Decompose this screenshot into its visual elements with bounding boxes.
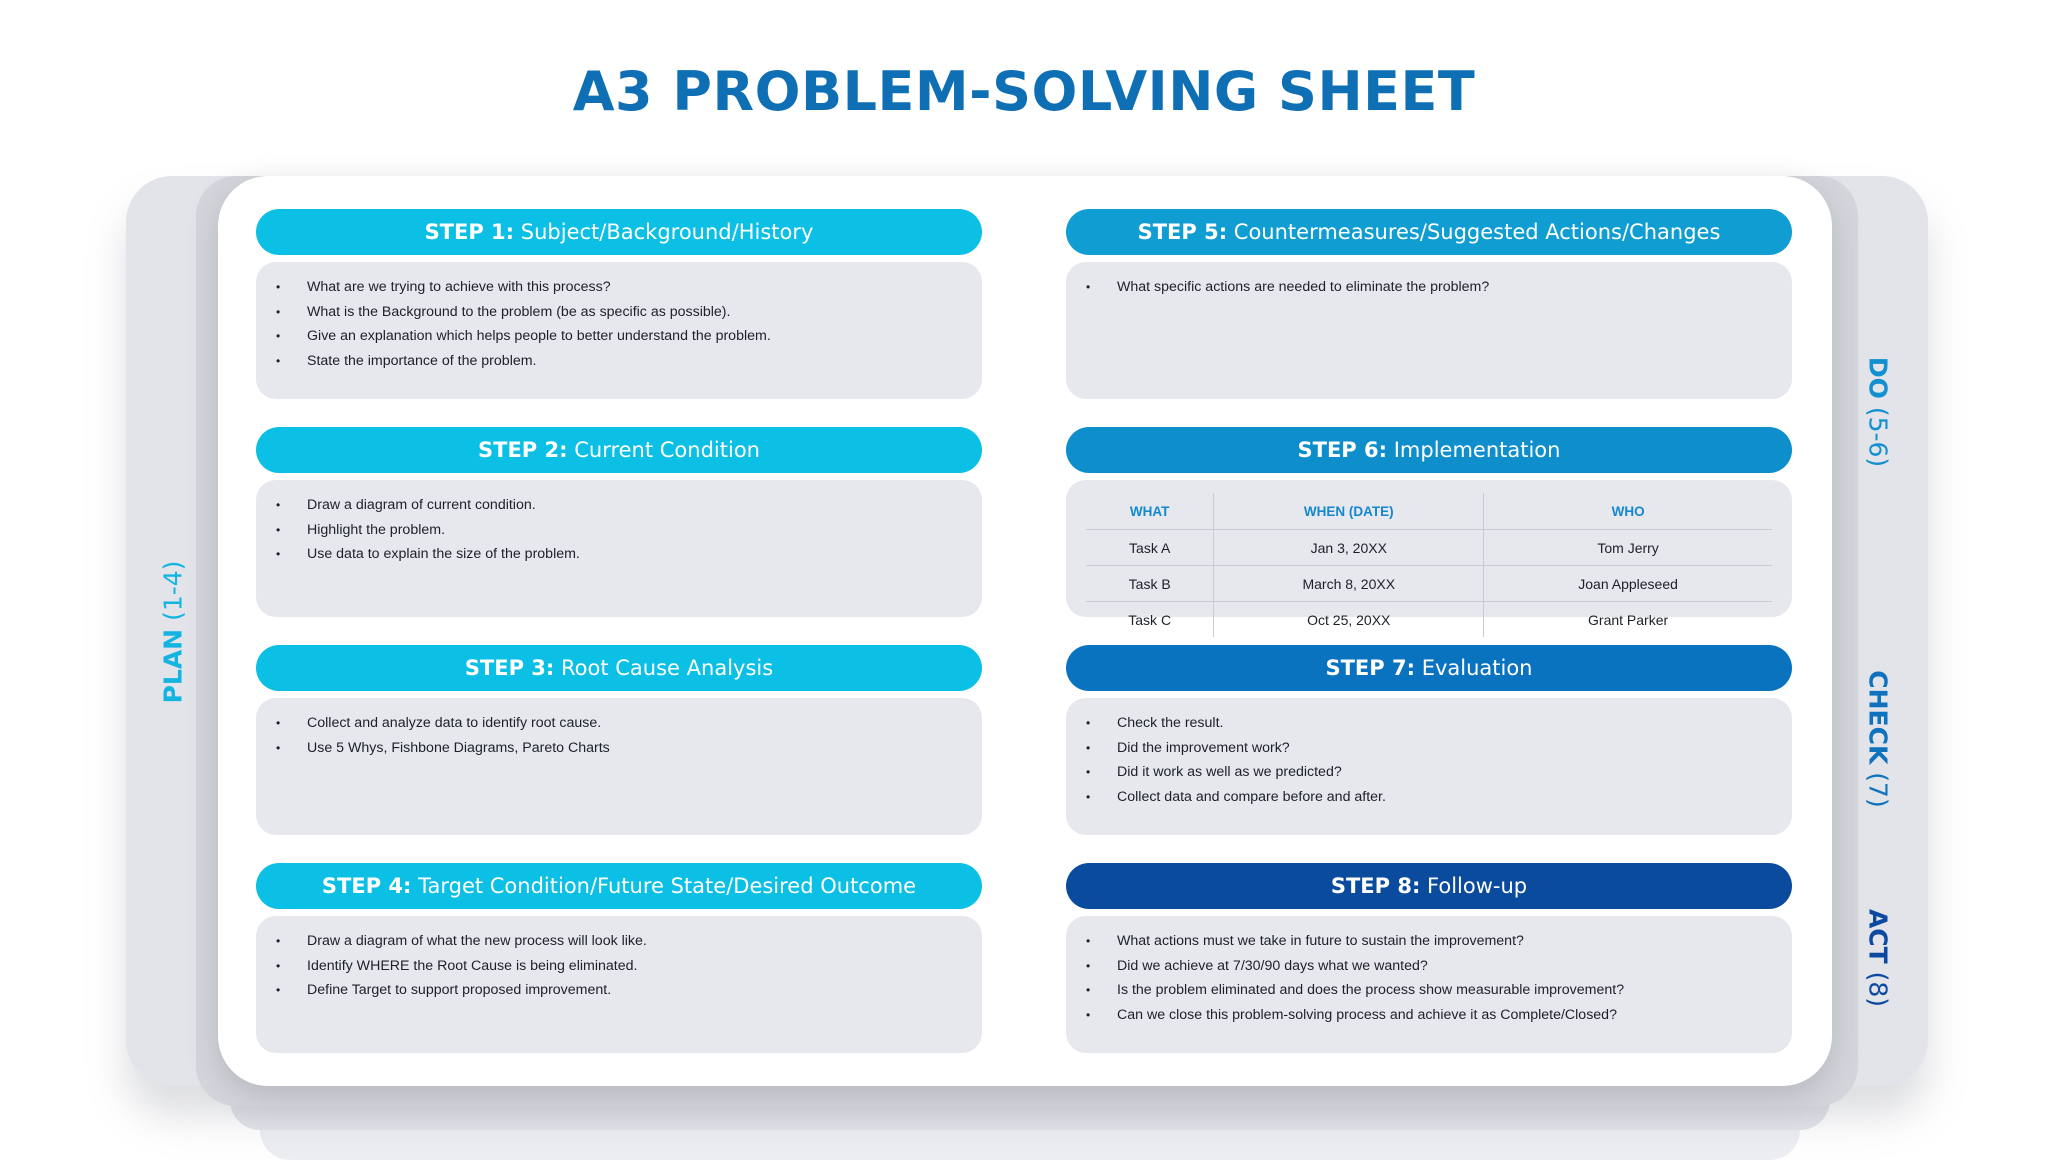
list-item: • Identify WHERE the Root Cause is being eliminated. [276, 954, 962, 979]
step-3-header: STEP 3: Root Cause Analysis [256, 645, 982, 691]
table-cell: Tom Jerry [1484, 530, 1772, 566]
step-7-section [1066, 645, 1792, 835]
step-1-header: STEP 1: Subject/Background/History [256, 209, 982, 255]
column-header-who: WHO [1484, 493, 1772, 530]
table-cell: Grant Parker [1588, 611, 1669, 628]
step-6-section [1066, 427, 1792, 628]
step-4-section [256, 863, 982, 1053]
list-item: • Collect data and compare before and after. [1086, 785, 1772, 810]
step-5-header: STEP 5: Countermeasures/Suggested Actions/Changes [1066, 209, 1792, 255]
column-header-what: WHAT [1086, 493, 1214, 530]
step-3-section [256, 645, 982, 835]
list-item: • Highlight the problem. [276, 518, 962, 543]
step-4-body [256, 916, 982, 1053]
step-7-list [1086, 711, 1772, 809]
step-3-body [256, 698, 982, 835]
step-1-section [256, 209, 982, 399]
list-item: • Use data to explain the size of the problem. [276, 542, 962, 567]
step-7-body [1066, 698, 1792, 835]
step-1-body [256, 262, 982, 399]
step-8-body [1066, 916, 1792, 1053]
step-1-list [276, 275, 962, 373]
page-title: A3 PROBLEM-SOLVING SHEET [572, 60, 1476, 123]
step-4-list [276, 929, 962, 1003]
table-row [1086, 566, 1772, 602]
list-item: • Draw a diagram of current condition. [276, 493, 962, 518]
step-5-list [1086, 275, 1772, 300]
table-cell: Oct 25, 20XX [1214, 602, 1484, 638]
table-cell: Joan Appleseed [1484, 566, 1772, 602]
table-row [1086, 530, 1772, 566]
table-cell: Task B [1086, 566, 1214, 602]
act-label: ACT (8) [1863, 908, 1893, 1008]
list-item: • Is the problem eliminated and does the process show measurable improvement? [1086, 978, 1772, 1003]
step-8-section [1066, 863, 1792, 1053]
table-cell: Task A [1086, 530, 1214, 566]
list-item: • Did we achieve at 7/30/90 days what we wanted? [1086, 954, 1772, 979]
list-item: • Define Target to support proposed improvement. [276, 978, 962, 1003]
step-5-body [1066, 262, 1792, 399]
step-2-list [276, 493, 962, 567]
step-7-header: STEP 7: Evaluation [1066, 645, 1792, 691]
table-cell: Task C [1086, 602, 1214, 638]
check-label: CHECK (7) [1863, 670, 1893, 808]
table-header-row [1086, 493, 1772, 530]
table-cell: Jan 3, 20XX [1214, 530, 1484, 566]
table-row [1086, 602, 1772, 638]
plan-label: PLAN (1-4) [158, 560, 188, 704]
step-5-section [1066, 209, 1792, 399]
do-label: DO (5-6) [1863, 356, 1893, 468]
list-item: • Give an explanation which helps people to better understand the problem. [276, 324, 962, 349]
step-3-list [276, 711, 962, 760]
list-item: • Check the result. [1086, 711, 1772, 736]
list-item: • What are we trying to achieve with this process? [276, 275, 962, 300]
list-item: • Can we close this problem-solving process and achieve it as Complete/Closed? [1086, 1003, 1772, 1028]
list-item: • What specific actions are needed to eliminate the problem? [1086, 275, 1772, 300]
list-item: • Did the improvement work? [1086, 736, 1772, 761]
list-item: • Draw a diagram of what the new process will look like. [276, 929, 962, 954]
step-2-section [256, 427, 982, 617]
implementation-table-container [1066, 480, 1792, 628]
step-2-header: STEP 2: Current Condition [256, 427, 982, 473]
list-item: • What is the Background to the problem (be as specific as possible). [276, 300, 962, 325]
list-item: • What actions must we take in future to sustain the improvement? [1086, 929, 1772, 954]
step-6-header: STEP 6: Implementation [1066, 427, 1792, 473]
list-item: • Use 5 Whys, Fishbone Diagrams, Pareto Charts [276, 736, 962, 761]
implementation-table [1086, 493, 1772, 637]
column-header-when: WHEN (DATE) [1214, 493, 1484, 530]
step-4-header: STEP 4: Target Condition/Future State/Desired Outcome [256, 863, 982, 909]
step-2-body [256, 480, 982, 617]
list-item: • Did it work as well as we predicted? [1086, 760, 1772, 785]
step-8-list [1086, 929, 1772, 1027]
step-8-header: STEP 8: Follow-up [1066, 863, 1792, 909]
list-item: • State the importance of the problem. [276, 349, 962, 374]
list-item: • Collect and analyze data to identify root cause. [276, 711, 962, 736]
table-cell: March 8, 20XX [1214, 566, 1484, 602]
